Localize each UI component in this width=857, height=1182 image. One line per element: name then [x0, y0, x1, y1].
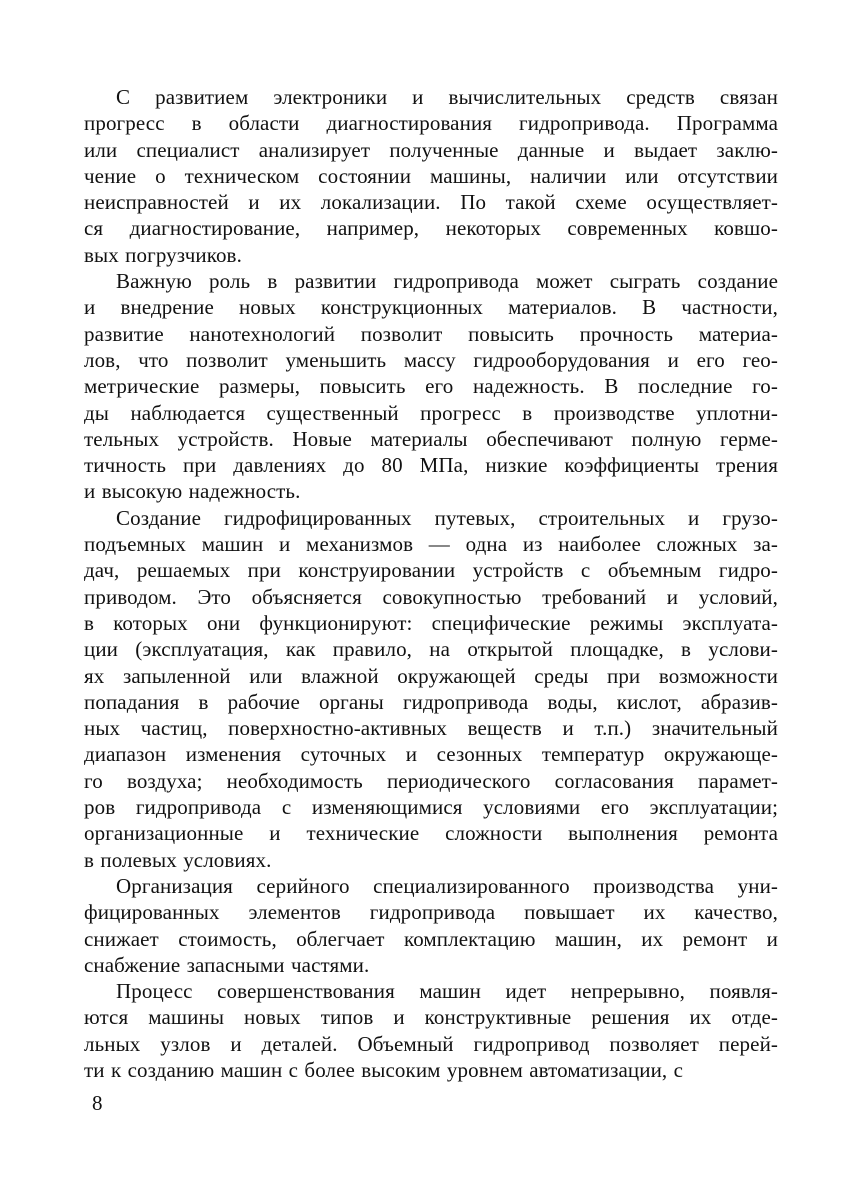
text-line: ды наблюдается существенный прогресс в производстве уплотни- [84, 400, 778, 425]
text-line: тичность при давлениях до 80 МПа, низкие коэффициенты трения [84, 453, 778, 478]
text-line: развитие нанотехнологий позволит повысить прочность материа- [84, 321, 778, 346]
paragraph [84, 84, 778, 268]
text-line: в которых они функционируют: специфические режимы эксплуата- [84, 610, 778, 635]
text-line: снабжение запасными частями. [84, 952, 370, 977]
text-line: ся диагностирование, например, некоторых современных ковшо- [84, 216, 778, 241]
text-block [84, 84, 778, 1083]
text-line: ти к созданию машин с более высоким уровнем автоматизации, с [84, 1057, 684, 1082]
page-number: 8 [92, 1091, 103, 1115]
text-line: С развитием электроники и вычислительных средств связан [116, 85, 778, 109]
text-line: или специалист анализирует полученные данные и выдает заклю- [84, 137, 778, 162]
text-line: ров гидропривода с изменяющимися условиями его эксплуатации; [84, 795, 778, 820]
text-line: лов, что позволит уменьшить массу гидрооборудования и его гео- [84, 347, 778, 372]
text-line: и высокую надежность. [84, 479, 301, 504]
paragraph [84, 505, 778, 873]
text-line: снижает стоимость, облегчает комплектацию машин, их ремонт и [84, 926, 778, 951]
text-line: Важную роль в развитии гидропривода может сыграть создание [116, 269, 778, 294]
text-line: организационные и технические сложности выполнения ремонта [84, 821, 778, 846]
text-line: и внедрение новых конструкционных материалов. В частности, [84, 295, 778, 320]
text-line: ются машины новых типов и конструктивные решения их отде- [84, 1005, 778, 1030]
text-line: в полевых условиях. [84, 847, 272, 872]
text-line: тельных устройств. Новые материалы обеспечивают полную герме- [84, 426, 778, 451]
text-line: фицированных элементов гидропривода повышает их качество, [84, 900, 778, 925]
text-line: льных узлов и деталей. Объемный гидропривод позволяет перей- [84, 1031, 778, 1056]
text-line: го воздуха; необходимость периодического согласования парамет- [84, 768, 778, 793]
text-line: подъемных машин и механизмов — одна из наиболее сложных за- [84, 532, 778, 557]
text-line: попадания в рабочие органы гидропривода воды, кислот, абразив- [84, 689, 778, 714]
text-line: чение о техническом состоянии машины, наличии или отсутствии [84, 163, 778, 188]
text-line: неисправностей и их локализации. По такой схеме осуществляет- [84, 190, 778, 215]
paragraph [84, 978, 778, 1083]
paragraph [84, 268, 778, 505]
text-line: ях запыленной или влажной окружающей среды при возможности [84, 663, 778, 688]
text-line: вых погрузчиков. [84, 242, 242, 267]
text-line: диапазон изменения суточных и сезонных температур окружающе- [84, 742, 778, 767]
paragraph [84, 873, 778, 978]
text-line: ных частиц, поверхностно-активных веществ и т.п.) значительный [84, 716, 778, 741]
text-line: Организация серийного специализированного производства уни- [116, 873, 778, 898]
text-line: метрические размеры, повысить его надежность. В последние го- [84, 374, 778, 399]
text-line: прогресс в области диагностирования гидропривода. Программа [84, 111, 778, 136]
text-line: Создание гидрофицированных путевых, строительных и грузо- [116, 505, 778, 530]
text-line: приводом. Это объясняется совокупностью требований и условий, [84, 584, 778, 609]
text-line: Процесс совершенствования машин идет непрерывно, появля- [116, 979, 778, 1004]
text-line: ции (эксплуатация, как правило, на открытой площадке, в услови- [84, 637, 778, 662]
text-line: дач, решаемых при конструировании устройств с объемным гидро- [84, 558, 778, 583]
